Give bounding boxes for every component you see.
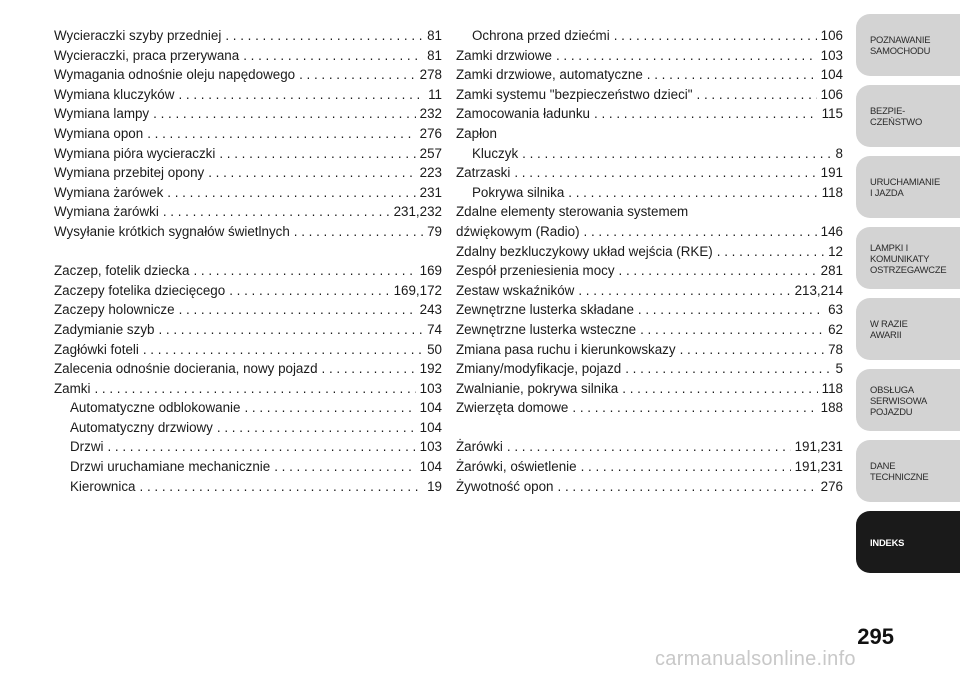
chapter-tab[interactable]	[856, 369, 960, 431]
index-entry-page: 78	[828, 341, 843, 357]
index-entry	[54, 104, 442, 124]
index-entry-page: 104	[419, 419, 442, 435]
index-entry-label: Zespół przeniesienia mocy	[456, 263, 615, 279]
index-entry-label: Zamki	[54, 380, 91, 396]
index-entry-label: Zewnętrzne lusterka składane	[456, 302, 634, 318]
index-entry-label: Automatyczny drzwiowy	[70, 419, 213, 435]
index-entry-page: 118	[821, 184, 843, 200]
index-entry	[456, 340, 843, 360]
dot-leader	[568, 183, 817, 203]
dot-leader	[294, 222, 423, 242]
index-entry	[54, 202, 442, 222]
index-entry	[54, 398, 442, 418]
dot-leader	[614, 26, 817, 46]
index-entry-label: Wymiana lampy	[54, 106, 150, 122]
dot-leader	[229, 281, 389, 301]
index-entry	[456, 124, 843, 144]
index-entry	[456, 183, 843, 203]
index-entry-label: Wymagania odnośnie oleju napędowego	[54, 67, 296, 83]
index-entry-page: 106	[820, 28, 843, 43]
chapter-tab[interactable]	[856, 14, 960, 76]
index-entry	[456, 300, 843, 320]
section-gap	[456, 418, 843, 438]
index-entry-label: Drzwi	[70, 439, 104, 455]
index-entry-page: 103	[419, 380, 442, 396]
index-entry-label: Zdalne elementy sterowania systemem	[456, 204, 689, 220]
index-entry	[54, 183, 442, 203]
dot-leader	[299, 65, 416, 85]
index-entry-page: 276	[419, 125, 442, 141]
index-column-right	[456, 26, 843, 496]
index-entry	[456, 65, 843, 85]
index-entry-label: dźwiękowym (Radio)	[456, 223, 580, 239]
chapter-tab[interactable]	[856, 511, 960, 573]
index-entry	[54, 46, 442, 66]
index-entry-page: 146	[820, 223, 843, 239]
index-entry	[456, 163, 843, 183]
index-entry-label: Pokrywa silnika	[472, 184, 565, 200]
dot-leader	[594, 104, 818, 124]
index-entry-label: Zamki drzwiowe, automatyczne	[456, 67, 643, 83]
dot-leader	[274, 457, 415, 477]
index-entry-page: 281	[820, 263, 843, 279]
dot-leader	[244, 398, 415, 418]
index-entry-label: Wycieraczki, praca przerywana	[54, 47, 240, 63]
index-entry	[54, 222, 442, 242]
dot-leader	[167, 183, 415, 203]
index-entry	[54, 340, 442, 360]
index-entry-page: 104	[419, 400, 442, 416]
index-entry-page: 276	[820, 478, 843, 494]
index-entry-label: Drzwi uruchamiane mechanicznie	[70, 459, 271, 475]
index-entry-label: Zamki systemu "bezpieczeństwo dzieci"	[456, 86, 693, 102]
index-entry-page: 11	[428, 86, 442, 102]
dot-leader	[556, 46, 817, 66]
index-entry	[54, 124, 442, 144]
dot-leader	[572, 398, 816, 418]
index-entry-page: 104	[419, 459, 442, 475]
index-entry-label: Zagłówki foteli	[54, 341, 139, 357]
dot-leader	[717, 242, 824, 262]
dot-leader	[514, 163, 816, 183]
index-entry-label: Zalecenia odnośnie docierania, nowy pojazd	[54, 361, 318, 377]
index-entry-label: Wymiana pióra wycieraczki	[54, 145, 216, 161]
dot-leader	[243, 46, 423, 66]
index-entry-page: 103	[820, 47, 843, 63]
index-entry	[54, 300, 442, 320]
chapter-tab-label: BEZPIE- CZEŃSTWO	[870, 105, 923, 127]
index-entry-page: 104	[820, 67, 843, 83]
index-entry-page: 243	[419, 302, 442, 318]
index-entry-label: Żarówki, oświetlenie	[456, 459, 577, 475]
index-entry	[54, 359, 442, 379]
index-entry	[456, 104, 843, 124]
dot-leader	[208, 163, 415, 183]
index-entry	[54, 65, 442, 85]
index-entry-page: 169	[419, 263, 442, 279]
index-entry-label: Zestaw wskaźników	[456, 282, 575, 298]
dot-leader	[143, 340, 423, 360]
index-entry	[54, 261, 442, 281]
index-entry-label: Automatyczne odblokowanie	[70, 400, 241, 416]
index-entry	[456, 46, 843, 66]
index-entry-page: 81	[427, 28, 442, 43]
index-entry-label: Zamki drzwiowe	[456, 47, 552, 63]
index-entry-label: Zaczepy holownicze	[54, 302, 175, 318]
chapter-tab[interactable]	[856, 85, 960, 147]
index-entry-page: 223	[419, 165, 442, 181]
chapter-tab[interactable]	[856, 298, 960, 360]
index-entry	[54, 144, 442, 164]
dot-leader	[94, 379, 415, 399]
dot-leader	[622, 379, 817, 399]
dot-leader	[640, 320, 824, 340]
index-entry	[54, 281, 442, 301]
dot-leader	[581, 457, 791, 477]
index-entry-page: 231	[419, 184, 442, 200]
chapter-tab-label: URUCHAMIANIE I JAZDA	[870, 176, 940, 198]
index-entry-page: 12	[828, 243, 843, 259]
index-entry	[54, 26, 442, 46]
index-entry-page: 8	[835, 145, 843, 161]
chapter-tab[interactable]	[856, 227, 960, 289]
dot-leader	[225, 26, 423, 46]
chapter-sidebar	[856, 14, 960, 582]
index-entry	[54, 418, 442, 438]
dot-leader	[107, 437, 415, 457]
index-entry	[456, 437, 843, 457]
index-entry-page: 213,214	[794, 282, 843, 298]
index-entry-label: Zadymianie szyb	[54, 321, 155, 337]
index-entry	[456, 222, 843, 242]
dot-leader	[147, 124, 415, 144]
dot-leader	[638, 300, 824, 320]
index-entry	[456, 320, 843, 340]
dot-leader	[322, 359, 416, 379]
index-entry-page: 188	[820, 400, 843, 416]
index-entry-page: 74	[427, 321, 442, 337]
index-entry-label: Zdalny bezkluczykowy układ wejścia (RKE)	[456, 243, 713, 259]
index-entry-label: Kierownica	[70, 478, 136, 494]
dot-leader	[578, 281, 790, 301]
index-entry-label: Zamocowania ładunku	[456, 106, 590, 122]
chapter-tab[interactable]	[856, 156, 960, 218]
index-entry-label: Wymiana kluczyków	[54, 86, 175, 102]
chapter-tab-label: INDEKS	[870, 536, 905, 548]
index-entry	[456, 359, 843, 379]
section-gap	[54, 242, 442, 262]
dot-leader	[193, 261, 415, 281]
index-entry	[456, 457, 843, 477]
dot-leader	[522, 144, 831, 164]
chapter-tab-label: W RAZIE AWARII	[870, 318, 908, 340]
chapter-tab-label: LAMPKI I KOMUNIKATY OSTRZEGAWCZE	[870, 241, 947, 275]
index-entry-label: Zwalnianie, pokrywa silnika	[456, 380, 619, 396]
chapter-tab-label: DANE TECHNICZNE	[870, 460, 929, 482]
index-entry	[456, 242, 843, 262]
index-entry-page: 231,232	[393, 204, 442, 220]
dot-leader	[680, 340, 825, 360]
index-entry	[54, 379, 442, 399]
dot-leader	[140, 477, 424, 497]
chapter-tab[interactable]	[856, 440, 960, 502]
index-entry-label: Zmiana pasa ruchu i kierunkowskazy	[456, 341, 676, 357]
dot-leader	[507, 437, 791, 457]
index-entry	[456, 144, 843, 164]
index-entry	[54, 320, 442, 340]
index-entry-page: 191,231	[794, 459, 843, 475]
index-entry-page: 62	[828, 321, 843, 337]
dot-leader	[178, 85, 424, 105]
index-entry-page: 192	[419, 361, 442, 377]
index-entry-page: 191	[820, 165, 843, 181]
index-entry-label: Zaczepy fotelika dziecięcego	[54, 282, 226, 298]
dot-leader	[625, 359, 831, 379]
index-entry-page: 79	[427, 223, 442, 239]
dot-leader	[153, 104, 416, 124]
index-entry-label: Zatrzaski	[456, 165, 511, 181]
page-number: 295	[857, 624, 894, 649]
dot-leader	[697, 85, 817, 105]
index-entry-label: Żarówki	[456, 439, 503, 455]
dot-leader	[163, 202, 390, 222]
dot-leader	[558, 477, 817, 497]
index-entry-label: Zmiany/modyfikacje, pojazd	[456, 361, 622, 377]
index-entry	[456, 398, 843, 418]
index-entry-page: 257	[419, 145, 442, 161]
watermark-text: carmanualsonline.info	[655, 648, 856, 670]
index-entry	[54, 457, 442, 477]
index-entry	[54, 437, 442, 457]
index-entry	[456, 379, 843, 399]
index-entry-page: 278	[419, 67, 442, 83]
index-entry-page: 169,172	[393, 282, 442, 298]
index-entry	[456, 26, 843, 46]
index-entry	[456, 261, 843, 281]
index-entry-page: 103	[419, 439, 442, 455]
index-entry-label: Wycieraczki szyby przedniej	[54, 28, 222, 43]
index-entry-label: Kluczyk	[472, 145, 519, 161]
index-entry	[54, 477, 442, 497]
dot-leader	[179, 300, 416, 320]
index-entry-label: Zapłon	[456, 125, 497, 141]
index-entry-label: Żywotność opon	[456, 478, 554, 494]
index-column-left	[54, 26, 442, 496]
index-entry-page: 81	[427, 47, 442, 63]
index-entry-page: 63	[828, 302, 843, 318]
index-entry-page: 19	[427, 478, 442, 494]
index-entry	[456, 202, 843, 222]
index-entry-label: Wymiana żarówki	[54, 204, 159, 220]
dot-leader	[158, 320, 423, 340]
index-entry	[456, 281, 843, 301]
dot-leader	[584, 222, 817, 242]
index-entry	[54, 163, 442, 183]
index-entry-page: 106	[820, 86, 843, 102]
dot-leader	[619, 261, 817, 281]
index-entry-label: Zwierzęta domowe	[456, 400, 569, 416]
index-entry-label: Wymiana opon	[54, 125, 144, 141]
dot-leader	[647, 65, 817, 85]
index-entry-page: 5	[835, 361, 843, 377]
chapter-tab-label: POZNAWANIE SAMOCHODU	[870, 34, 931, 56]
index-entry-page: 115	[821, 106, 843, 122]
index-entry-label: Zewnętrzne lusterka wsteczne	[456, 321, 637, 337]
index-entry-page: 50	[427, 341, 442, 357]
index-entry-page: 191,231	[794, 439, 843, 455]
dot-leader	[217, 418, 416, 438]
index-entry	[456, 477, 843, 497]
chapter-tab-label: OBSŁUGA SERWISOWA POJAZDU	[870, 383, 928, 417]
index-entry-label: Ochrona przed dziećmi	[472, 28, 610, 43]
index-entry-label: Wymiana żarówek	[54, 184, 164, 200]
index-entry	[54, 85, 442, 105]
index-entry-page: 118	[821, 380, 843, 396]
index-entry-label: Wymiana przebitej opony	[54, 165, 205, 181]
index-entry-label: Wysyłanie krótkich sygnałów świetlnych	[54, 223, 290, 239]
dot-leader	[219, 144, 415, 164]
index-entry	[456, 85, 843, 105]
index-entry-page: 232	[419, 106, 442, 122]
index-entry-label: Zaczep, fotelik dziecka	[54, 263, 190, 279]
